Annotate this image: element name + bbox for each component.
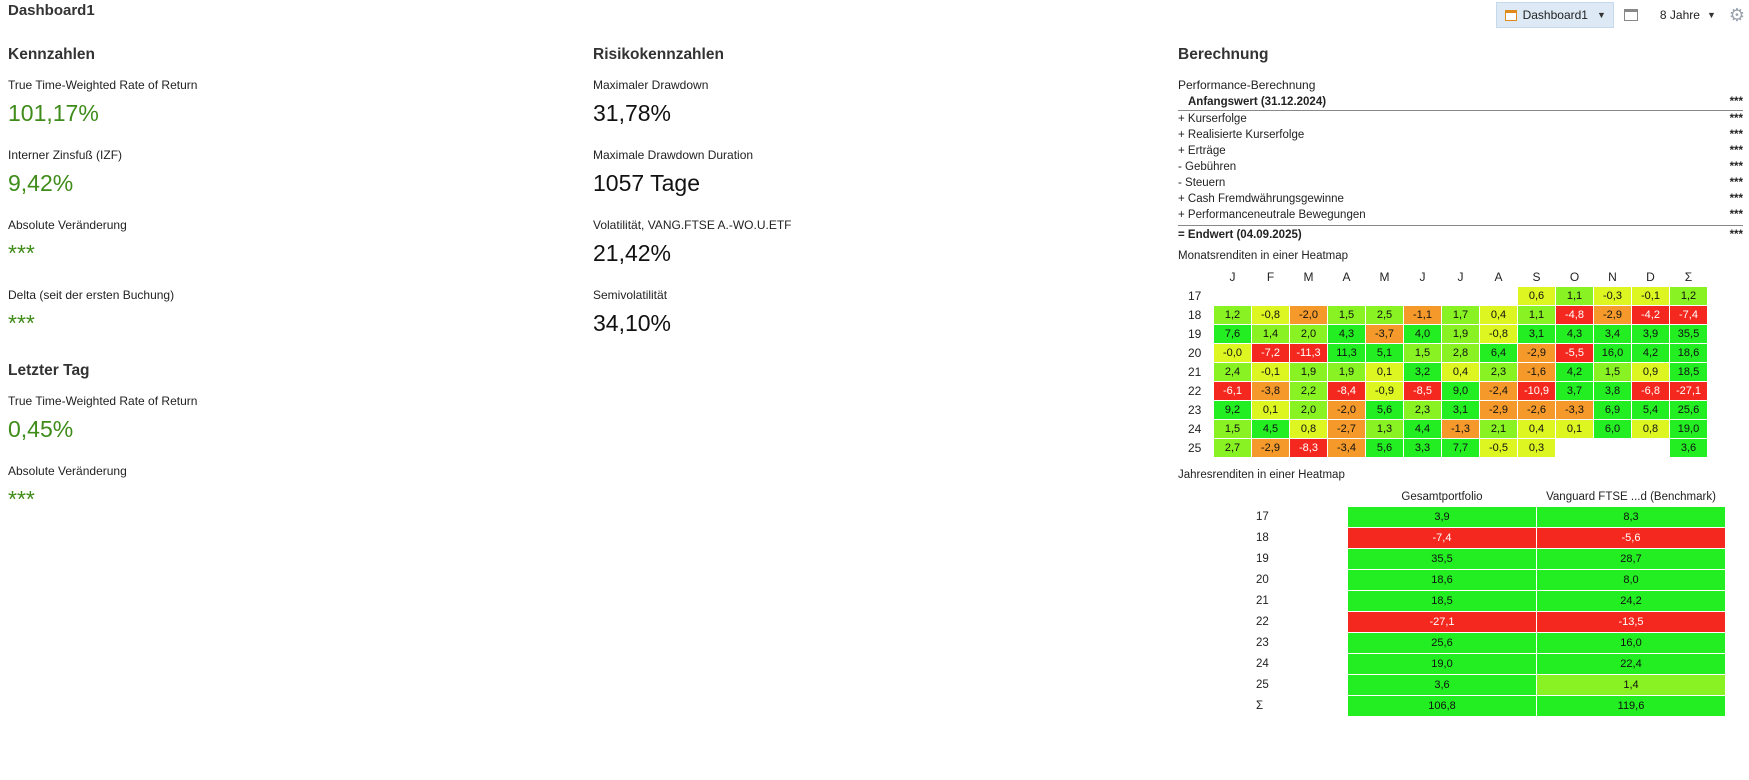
calc-row-label: - Steuern (1178, 177, 1226, 189)
heatmap-cell: -2,4 (1480, 382, 1517, 400)
yearly-heatmap-cell: 119,6 (1537, 696, 1725, 716)
calc-row (1178, 207, 1743, 223)
heatmap-cell: 3,9 (1632, 325, 1669, 343)
yearly-heatmap-header (1178, 487, 1743, 506)
heatmap-year-label: 18 (1188, 307, 1202, 322)
month-column-header: D (1646, 270, 1655, 284)
calc-row-label: + Kurserfolge (1178, 113, 1247, 125)
chevron-down-icon[interactable]: ▼ (1596, 10, 1606, 20)
heatmap-cell: -2,7 (1328, 420, 1365, 438)
heatmap-cell: 6,9 (1594, 401, 1631, 419)
heatmap-cell: -0,1 (1252, 363, 1289, 381)
metric-label: True Time-Weighted Rate of Return (8, 394, 198, 408)
heatmap-cell: -11,3 (1290, 344, 1327, 362)
metric-label: Absolute Veränderung (8, 218, 127, 232)
yearly-heatmap-cell: 3,6 (1348, 675, 1536, 695)
heatmap-row (1178, 362, 1743, 381)
heatmap-cell: -2,0 (1328, 401, 1365, 419)
calc-row-value: *** (1729, 145, 1743, 157)
heatmap-cell: 18,6 (1670, 344, 1707, 362)
heatmap-cell: -8,3 (1290, 439, 1327, 457)
yearly-heatmap-cell: 3,9 (1348, 507, 1536, 527)
gear-icon[interactable]: ⚙ (1728, 5, 1745, 25)
heatmap-cell: -8,4 (1328, 382, 1365, 400)
yearly-heatmap-cell: 18,6 (1348, 570, 1536, 590)
metric-label: Absolute Veränderung (8, 464, 127, 478)
heatmap-cell: 2,0 (1290, 401, 1327, 419)
metric-value: *** (8, 310, 35, 336)
yearly-heatmap-row (1178, 695, 1743, 716)
heatmap-cell: -2,0 (1290, 306, 1327, 324)
heatmap-cell: -1,3 (1442, 420, 1479, 438)
heatmap-year-label: 25 (1188, 440, 1202, 455)
heatmap-cell: 4,2 (1632, 344, 1669, 362)
heatmap-row (1178, 419, 1743, 438)
heatmap-cell: -7,4 (1670, 306, 1707, 324)
period-selector[interactable]: 8 Jahre (1659, 8, 1700, 22)
start-value: *** (1729, 96, 1743, 108)
heatmap-row (1178, 381, 1743, 400)
heatmap-cell: -3,8 (1252, 382, 1289, 400)
yearly-year-label: 17 (1256, 510, 1269, 523)
yearly-heatmap-cell: 24,2 (1537, 591, 1725, 611)
calc-row (1178, 111, 1743, 127)
heatmap-cell: -5,5 (1556, 344, 1593, 362)
heatmap-cell: 1,4 (1252, 325, 1289, 343)
yearly-heatmap-cell: -13,5 (1537, 612, 1725, 632)
heatmap-cell: -10,9 (1518, 382, 1555, 400)
heatmap-cell: 1,7 (1442, 306, 1479, 324)
yearly-heatmap-cell: -7,4 (1348, 528, 1536, 548)
heatmap-cell (1632, 439, 1669, 457)
heatmap-cell: -3,4 (1328, 439, 1365, 457)
heatmap-cell (1404, 287, 1441, 305)
calc-row-value: *** (1729, 177, 1743, 189)
yearly-heatmap-cell: 35,5 (1348, 549, 1536, 569)
heatmap-cell (1214, 287, 1251, 305)
yearly-heatmap-cell: 28,7 (1537, 549, 1725, 569)
heatmap-year-label: 21 (1188, 364, 1202, 379)
heatmap-cell (1480, 287, 1517, 305)
month-column-header: A (1494, 270, 1503, 284)
heatmap-cell: 7,6 (1214, 325, 1251, 343)
period-chevron-down-icon[interactable]: ▼ (1706, 10, 1716, 20)
dashboard-icon (1505, 10, 1517, 21)
month-column-header: M (1379, 270, 1390, 284)
metric-value: 1057 Tage (593, 170, 701, 196)
heatmap-cell: -2,9 (1252, 439, 1289, 457)
heatmap-year-label: 17 (1188, 288, 1202, 303)
metric-label: Interner Zinsfuß (IZF) (8, 148, 123, 162)
heatmap-cell: 9,2 (1214, 401, 1251, 419)
yearly-heatmap-cell: 8,0 (1537, 570, 1725, 590)
yearly-year-label: 20 (1256, 573, 1269, 586)
yearly-year-label: 21 (1256, 594, 1269, 607)
month-column-header: O (1569, 270, 1580, 284)
metric-label: True Time-Weighted Rate of Return (8, 78, 198, 92)
monthly-heatmap-header (1178, 268, 1743, 286)
berechnung-panel (1178, 46, 1743, 716)
monthly-heatmap (1178, 268, 1743, 457)
dashboard-selector[interactable] (1496, 2, 1614, 28)
start-value-row (1178, 94, 1743, 111)
heatmap-cell: 3,6 (1670, 439, 1707, 457)
calc-row-value: *** (1729, 161, 1743, 173)
heatmap-cell: 18,5 (1670, 363, 1707, 381)
heatmap-cell: -4,8 (1556, 306, 1593, 324)
heatmap-cell: -2,9 (1480, 401, 1517, 419)
metric-value: *** (8, 240, 35, 266)
heatmap-cell: 3,8 (1594, 382, 1631, 400)
yearly-heatmap-caption: Jahresrenditen in einer Heatmap (1178, 469, 1345, 481)
heatmap-cell: 1,5 (1594, 363, 1631, 381)
metric-value: 31,78% (593, 100, 672, 126)
heatmap-cell: 1,3 (1366, 420, 1403, 438)
heatmap-cell: 7,7 (1442, 439, 1479, 457)
heatmap-cell: -0,3 (1594, 287, 1631, 305)
heatmap-cell: 2,3 (1480, 363, 1517, 381)
yearly-heatmap-row (1178, 632, 1743, 653)
heatmap-cell: 0,4 (1480, 306, 1517, 324)
heatmap-cell: 5,4 (1632, 401, 1669, 419)
letzter-tag-list (8, 394, 508, 534)
heatmap-cell: -6,1 (1214, 382, 1251, 400)
heatmap-cell: 3,4 (1594, 325, 1631, 343)
yearly-heatmap-cell: 16,0 (1537, 633, 1725, 653)
heatmap-cell: 16,0 (1594, 344, 1631, 362)
yearly-heatmap-row (1178, 611, 1743, 632)
start-value-label: Anfangswert (31.12.2024) (1188, 96, 1327, 108)
heatmap-cell (1290, 287, 1327, 305)
heatmap-row (1178, 324, 1743, 343)
kennzahlen-panel (8, 46, 508, 534)
heatmap-row (1178, 438, 1743, 457)
heatmap-cell: 4,4 (1404, 420, 1441, 438)
calc-row (1178, 175, 1743, 191)
heatmap-cell: 6,0 (1594, 420, 1631, 438)
heatmap-row (1178, 343, 1743, 362)
yearly-heatmap-row (1178, 653, 1743, 674)
yearly-heatmap-cell: 22,4 (1537, 654, 1725, 674)
heatmap-row (1178, 305, 1743, 324)
yearly-heatmap-row (1178, 674, 1743, 695)
month-column-header: S (1532, 270, 1541, 284)
month-column-header: A (1342, 270, 1351, 284)
calc-row-value: *** (1729, 209, 1743, 221)
heatmap-cell: 2,1 (1480, 420, 1517, 438)
calc-row (1178, 143, 1743, 159)
heatmap-cell: 0,4 (1518, 420, 1555, 438)
end-value: *** (1729, 229, 1743, 241)
heatmap-cell: -2,9 (1594, 306, 1631, 324)
calc-row-value: *** (1729, 193, 1743, 205)
heatmap-cell: 1,9 (1290, 363, 1327, 381)
heatmap-cell: -3,7 (1366, 325, 1403, 343)
monthly-heatmap-caption: Monatsrenditen in einer Heatmap (1178, 250, 1349, 262)
heatmap-cell: 1,1 (1556, 287, 1593, 305)
metric-label: Maximale Drawdown Duration (593, 148, 754, 162)
heatmap-cell: -0,1 (1632, 287, 1669, 305)
heatmap-year-label: 23 (1188, 402, 1202, 417)
page-title: Dashboard1 (8, 2, 95, 19)
yearly-heatmap-cell: -27,1 (1348, 612, 1536, 632)
end-value-row (1178, 225, 1743, 244)
dashboard-selector-label: Dashboard1 (1522, 8, 1588, 22)
heatmap-cell: 1,5 (1404, 344, 1441, 362)
heatmap-cell: 2,3 (1404, 401, 1441, 419)
yearly-column-header: Vanguard FTSE ...d (Benchmark) (1546, 490, 1716, 503)
yearly-year-label: 23 (1256, 636, 1269, 649)
heatmap-year-label: 24 (1188, 421, 1202, 436)
heatmap-cell: 3,7 (1556, 382, 1593, 400)
calc-row-label: + Erträge (1178, 145, 1226, 157)
heatmap-cell: -0,5 (1480, 439, 1517, 457)
heatmap-cell: 1,2 (1670, 287, 1707, 305)
yearly-year-label: Σ (1256, 699, 1264, 712)
calc-row-label: + Cash Fremdwährungsgewinne (1178, 193, 1344, 205)
heatmap-cell: -1,1 (1404, 306, 1441, 324)
heatmap-cell: 4,3 (1328, 325, 1365, 343)
toolbar (1496, 2, 1745, 28)
heatmap-cell (1366, 287, 1403, 305)
calc-row-value: *** (1729, 113, 1743, 125)
heatmap-cell (1252, 287, 1289, 305)
heatmap-cell (1594, 439, 1631, 457)
heatmap-cell: 4,0 (1404, 325, 1441, 343)
metric-value: 0,45% (8, 416, 74, 442)
yearly-heatmap-cell: -5,6 (1537, 528, 1725, 548)
heatmap-cell: 1,9 (1442, 325, 1479, 343)
heatmap-cell: -2,9 (1518, 344, 1555, 362)
heatmap-cell: 2,2 (1290, 382, 1327, 400)
risiko-heading: Risikokennzahlen (593, 46, 724, 63)
heatmap-cell: -0,0 (1214, 344, 1251, 362)
heatmap-cell: -0,9 (1366, 382, 1403, 400)
yearly-year-label: 18 (1256, 531, 1269, 544)
heatmap-cell (1556, 439, 1593, 457)
heatmap-cell: 0,1 (1556, 420, 1593, 438)
heatmap-cell: 1,9 (1328, 363, 1365, 381)
metric-label: Semivolatilität (593, 288, 668, 302)
heatmap-cell: 0,3 (1518, 439, 1555, 457)
yearly-heatmap-cell: 1,4 (1537, 675, 1725, 695)
metric-value: *** (8, 486, 35, 512)
heatmap-cell: 0,1 (1252, 401, 1289, 419)
yearly-heatmap-cell: 18,5 (1348, 591, 1536, 611)
heatmap-cell: 0,9 (1632, 363, 1669, 381)
calc-row (1178, 127, 1743, 143)
heatmap-cell: -27,1 (1670, 382, 1707, 400)
heatmap-cell: 9,0 (1442, 382, 1479, 400)
metric-value: 101,17% (8, 100, 99, 126)
metric-value: 9,42% (8, 170, 74, 196)
metric-label: Maximaler Drawdown (593, 78, 709, 92)
heatmap-cell: 3,2 (1404, 363, 1441, 381)
heatmap-cell (1328, 287, 1365, 305)
yearly-heatmap-cell: 8,3 (1537, 507, 1725, 527)
heatmap-cell (1442, 287, 1479, 305)
heatmap-cell: 5,6 (1366, 401, 1403, 419)
heatmap-cell: 4,2 (1556, 363, 1593, 381)
heatmap-cell: 0,8 (1632, 420, 1669, 438)
heatmap-cell: -0,8 (1252, 306, 1289, 324)
heatmap-cell: 2,5 (1366, 306, 1403, 324)
yearly-heatmap-cell: 106,8 (1348, 696, 1536, 716)
heatmap-cell: 25,6 (1670, 401, 1707, 419)
metric-value: 34,10% (593, 310, 672, 336)
month-column-header: F (1266, 270, 1275, 284)
heatmap-cell: 1,5 (1214, 420, 1251, 438)
heatmap-cell: 2,4 (1214, 363, 1251, 381)
calc-row-value: *** (1729, 129, 1743, 141)
heatmap-cell: 2,8 (1442, 344, 1479, 362)
heatmap-cell: 5,6 (1366, 439, 1403, 457)
calc-rows (1178, 111, 1743, 223)
heatmap-cell: -0,8 (1480, 325, 1517, 343)
risiko-panel (593, 46, 1093, 358)
calc-row-label: + Realisierte Kurserfolge (1178, 129, 1305, 141)
calc-row (1178, 159, 1743, 175)
heatmap-cell: -8,5 (1404, 382, 1441, 400)
heatmap-cell: 11,3 (1328, 344, 1365, 362)
month-column-header: M (1303, 270, 1314, 284)
yearly-heatmap-row (1178, 590, 1743, 611)
heatmap-cell: -7,2 (1252, 344, 1289, 362)
heatmap-cell: 2,7 (1214, 439, 1251, 457)
heatmap-cell: 0,8 (1290, 420, 1327, 438)
heatmap-cell: 6,4 (1480, 344, 1517, 362)
metric-label: Delta (seit der ersten Buchung) (8, 288, 175, 302)
heatmap-cell: 0,6 (1518, 287, 1555, 305)
yearly-year-label: 22 (1256, 615, 1269, 628)
heatmap-year-label: 20 (1188, 345, 1202, 360)
heatmap-cell: 2,0 (1290, 325, 1327, 343)
heatmap-cell: -6,8 (1632, 382, 1669, 400)
month-column-header: J (1457, 270, 1464, 284)
yearly-heatmap-cell: 25,6 (1348, 633, 1536, 653)
kennzahlen-heading: Kennzahlen (8, 46, 95, 63)
heatmap-cell: -2,6 (1518, 401, 1555, 419)
heatmap-cell: -4,2 (1632, 306, 1669, 324)
metric-label: Volatilität, VANG.FTSE A.-WO.U.ETF (593, 218, 792, 232)
yearly-year-label: 24 (1256, 657, 1269, 670)
metric-value: 21,42% (593, 240, 672, 266)
heatmap-cell: 0,4 (1442, 363, 1479, 381)
yearly-year-label: 25 (1256, 678, 1269, 691)
heatmap-cell: 5,1 (1366, 344, 1403, 362)
heatmap-cell: 3,3 (1404, 439, 1441, 457)
month-column-header: N (1608, 270, 1617, 284)
heatmap-row (1178, 400, 1743, 419)
heatmap-cell: 1,1 (1518, 306, 1555, 324)
heatmap-cell: 3,1 (1518, 325, 1555, 343)
calc-row (1178, 191, 1743, 207)
heatmap-cell: 35,5 (1670, 325, 1707, 343)
heatmap-cell: 0,1 (1366, 363, 1403, 381)
berechnung-heading: Berechnung (1178, 46, 1269, 63)
heatmap-row (1178, 286, 1743, 305)
month-column-header: Σ (1684, 270, 1693, 284)
yearly-heatmap-cell: 19,0 (1348, 654, 1536, 674)
letzter-tag-heading: Letzter Tag (8, 362, 90, 379)
month-column-header: J (1419, 270, 1426, 284)
heatmap-year-label: 19 (1188, 326, 1202, 341)
end-value-label: = Endwert (04.09.2025) (1178, 229, 1302, 241)
heatmap-year-label: 22 (1188, 383, 1202, 398)
yearly-year-label: 19 (1256, 552, 1269, 565)
heatmap-cell: 4,3 (1556, 325, 1593, 343)
window-icon[interactable] (1624, 9, 1638, 21)
heatmap-cell: 4,5 (1252, 420, 1289, 438)
heatmap-cell: -3,3 (1556, 401, 1593, 419)
yearly-column-header: Gesamtportfolio (1401, 490, 1483, 503)
yearly-heatmap (1178, 487, 1743, 716)
kennzahlen-list (8, 78, 508, 358)
yearly-heatmap-row (1178, 506, 1743, 527)
heatmap-cell: 3,1 (1442, 401, 1479, 419)
yearly-heatmap-row (1178, 548, 1743, 569)
performance-subtitle: Performance-Berechnung (1178, 78, 1316, 92)
month-column-header: J (1229, 270, 1236, 284)
heatmap-cell: 1,5 (1328, 306, 1365, 324)
calc-row-label: + Performanceneutrale Bewegungen (1178, 209, 1366, 221)
heatmap-cell: 1,2 (1214, 306, 1251, 324)
yearly-heatmap-row (1178, 527, 1743, 548)
yearly-heatmap-row (1178, 569, 1743, 590)
heatmap-cell: 19,0 (1670, 420, 1707, 438)
risiko-list (593, 78, 1093, 358)
calc-row-label: - Gebühren (1178, 161, 1237, 173)
heatmap-cell: -1,6 (1518, 363, 1555, 381)
